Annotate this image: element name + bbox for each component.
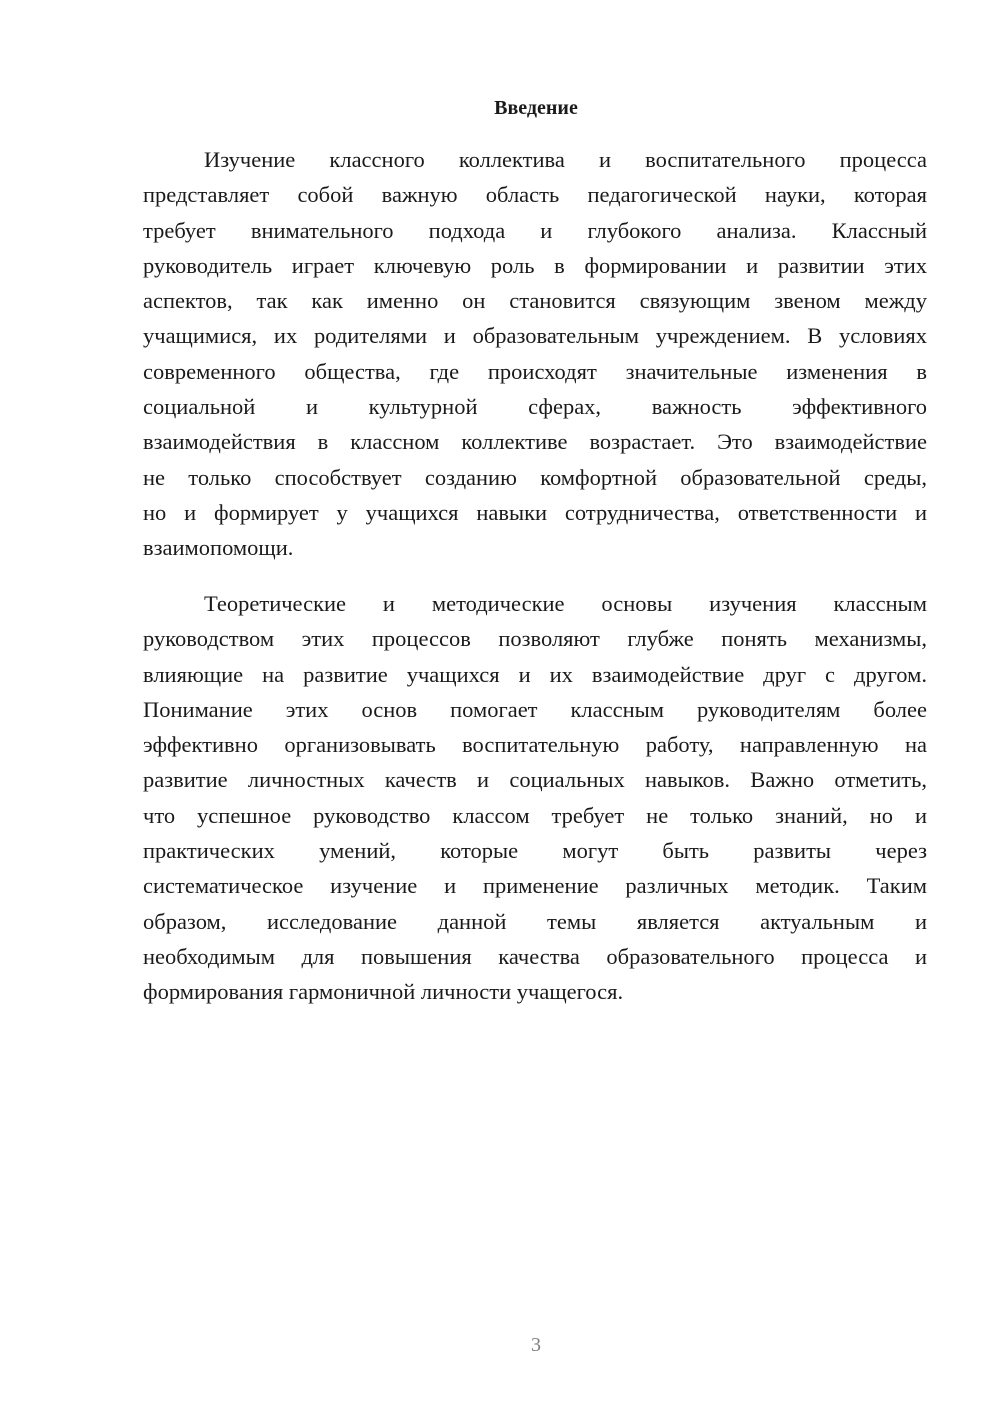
text-line: руководством этих процессов позволяют глубже понять механизмы,	[143, 626, 927, 652]
text-line: взаимодействия в классном коллективе возрастает. Это взаимодействие	[143, 429, 927, 455]
text-line: требует внимательного подхода и глубокого анализа. Классный	[143, 217, 927, 243]
section-title: Введение	[494, 97, 578, 119]
text-line: Понимание этих основ помогает классным руководителям более	[143, 696, 927, 722]
text-line: руководитель играет ключевую роль в формировании и развитии этих	[143, 252, 927, 278]
text-line: не только способствует созданию комфортной образовательной среды,	[143, 464, 927, 490]
paragraph-2	[143, 586, 927, 1010]
text-line: учащимися, их родителями и образовательным учреждением. В условиях	[143, 323, 927, 349]
text-line: формирования гармоничной личности учащегося.	[143, 979, 624, 1005]
text-line: систематическое изучение и применение различных методик. Таким	[143, 873, 927, 899]
text-line: представляет собой важную область педагогической науки, которая	[143, 182, 927, 208]
text-line: развитие личностных качеств и социальных навыков. Важно отметить,	[143, 767, 927, 793]
paragraph-1	[143, 142, 927, 566]
text-line: что успешное руководство классом требует не только знаний, но и	[143, 802, 927, 828]
text-line: образом, исследование данной темы является актуальным и	[143, 908, 927, 934]
text-line: эффективно организовывать воспитательную работу, направленную на	[143, 732, 927, 758]
text-line: Теоретические и методические основы изучения классным	[204, 591, 927, 616]
page-number: 3	[531, 1334, 541, 1356]
text-line: практических умений, которые могут быть развиты через	[143, 838, 927, 864]
text-line: социальной и культурной сферах, важность эффективного	[143, 394, 927, 420]
text-line: взаимопомощи.	[143, 535, 294, 561]
text-line: но и формирует у учащихся навыки сотрудничества, ответственности и	[143, 499, 927, 525]
text-line: необходимым для повышения качества образовательного процесса и	[143, 943, 927, 969]
text-line: Изучение классного коллектива и воспитательного процесса	[204, 147, 927, 172]
text-line: аспектов, так как именно он становится связующим звеном между	[143, 288, 927, 314]
text-line: влияющие на развитие учащихся и их взаимодействие друг с другом.	[143, 661, 927, 687]
text-line: современного общества, где происходят значительные изменения в	[143, 358, 927, 384]
